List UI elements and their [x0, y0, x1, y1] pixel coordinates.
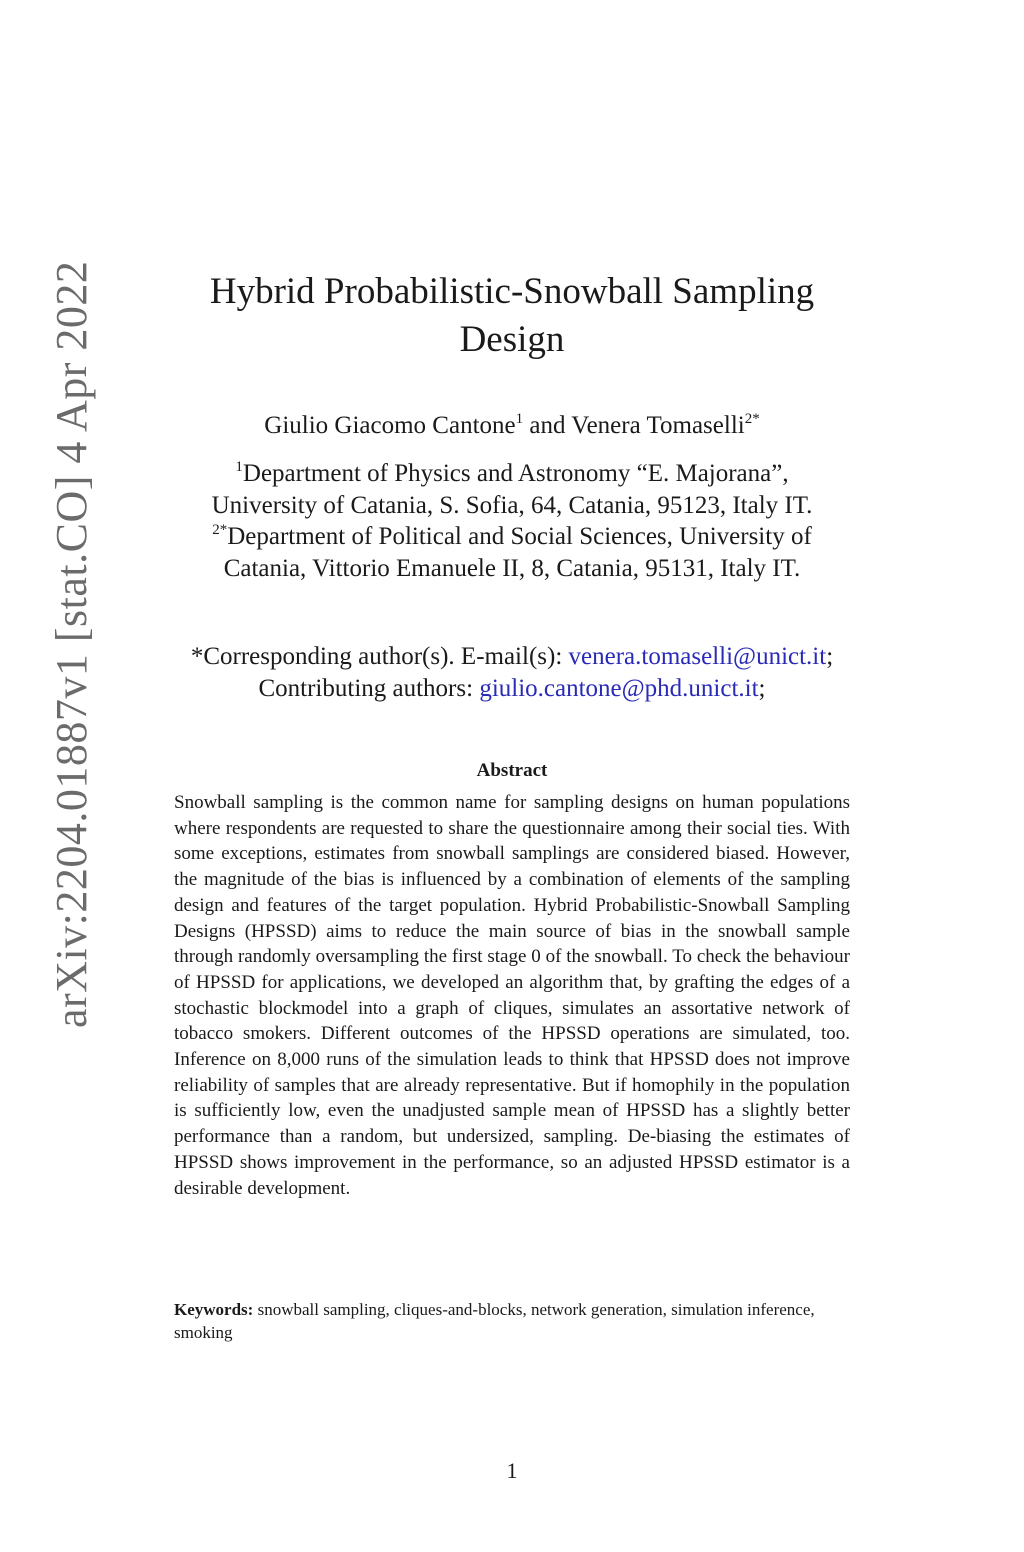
- affiliation-2-line-2: Catania, Vittorio Emanuele II, 8, Catania, 95131, Italy IT.: [223, 554, 801, 582]
- contributing-authors-line: [120, 673, 904, 705]
- affiliation-1-line-1: [120, 458, 904, 490]
- paper-title: [150, 268, 874, 364]
- contributing-label: Contributing authors:: [258, 675, 480, 702]
- affiliation-1-marker: 1: [235, 459, 243, 475]
- page-number: 1: [506, 1458, 518, 1483]
- corresponding-label: *Corresponding author(s). E-mail(s):: [190, 643, 569, 670]
- corresponding-separator: ;: [826, 643, 834, 670]
- affiliation-2-text: Department of Political and Social Sciences, University of: [227, 523, 812, 550]
- keywords-text: snowball sampling, cliques-and-blocks, network generation, simulation inference, smoking: [174, 1300, 815, 1342]
- author-1-affiliation-marker: 1: [515, 411, 524, 427]
- affiliation-1-text: Department of Physics and Astronomy “E. Majorana”,: [242, 460, 789, 487]
- title-line-1: Hybrid Probabilistic-Snowball Sampling: [209, 271, 815, 312]
- abstract-heading: Abstract: [476, 760, 548, 781]
- affiliation-2-marker: 2*: [212, 522, 228, 538]
- affiliations: [120, 458, 904, 584]
- keywords-label: Keywords:: [174, 1300, 254, 1319]
- author-name-1: Giulio Giacomo Cantone: [264, 412, 516, 439]
- contributing-separator: ;: [758, 675, 766, 702]
- author-connector: and: [523, 412, 572, 439]
- affiliation-1-line-2: University of Catania, S. Sofia, 64, Catania, 95123, Italy IT.: [211, 491, 813, 519]
- corresponding-author-line: [120, 641, 904, 673]
- contributing-email-link[interactable]: giulio.cantone@phd.unict.it: [479, 675, 759, 702]
- keywords: [174, 1298, 850, 1344]
- contact-info: [120, 641, 904, 705]
- abstract-text: Snowball sampling is the common name for sampling designs on human populations where respondents are requested to share the questionnaire among their social ties. With some exceptions, estimates from snowball samplings are considered biased. However, the magnitude of the bias is influenced by a combination of elements of the sampling design and features of the target population. Hybrid Probabilistic-Snowball Sampling Designs (HPSSD) aims to reduce the main source of bias in the snowball sample through randomly oversampling the first stage 0 of the snowball. To check the behaviour of HPSSD for applications, we developed an algorithm that, by grafting the edges of a stochastic blockmodel into a graph of cliques, simulates an assortative network of tobacco smokers. Different outcomes of the HPSSD operations are simulated, too. Inference on 8,000 runs of the simulation leads to think that HPSSD does not improve reliability of samples that are already representative. But if homophily in the population is sufficiently low, even the unadjusted sample mean of HPSSD has a slightly better performance than a random, but undersized, sampling. De-biasing the estimates of HPSSD shows improvement in the performance, so an adjusted HPSSD estimator is a desirable development.: [174, 792, 850, 1199]
- arxiv-identifier-stamp[interactable]: arXiv:2204.01887v1 [stat.CO] 4 Apr 2022: [47, 260, 96, 1028]
- author-name-2: Venera Tomaselli: [571, 412, 745, 439]
- affiliation-2-line-1: [120, 521, 904, 553]
- author-2-affiliation-marker: 2*: [744, 411, 760, 427]
- title-line-2: Design: [459, 319, 565, 360]
- corresponding-email-link[interactable]: venera.tomaselli@unict.it: [568, 643, 827, 670]
- author-list: [120, 410, 904, 442]
